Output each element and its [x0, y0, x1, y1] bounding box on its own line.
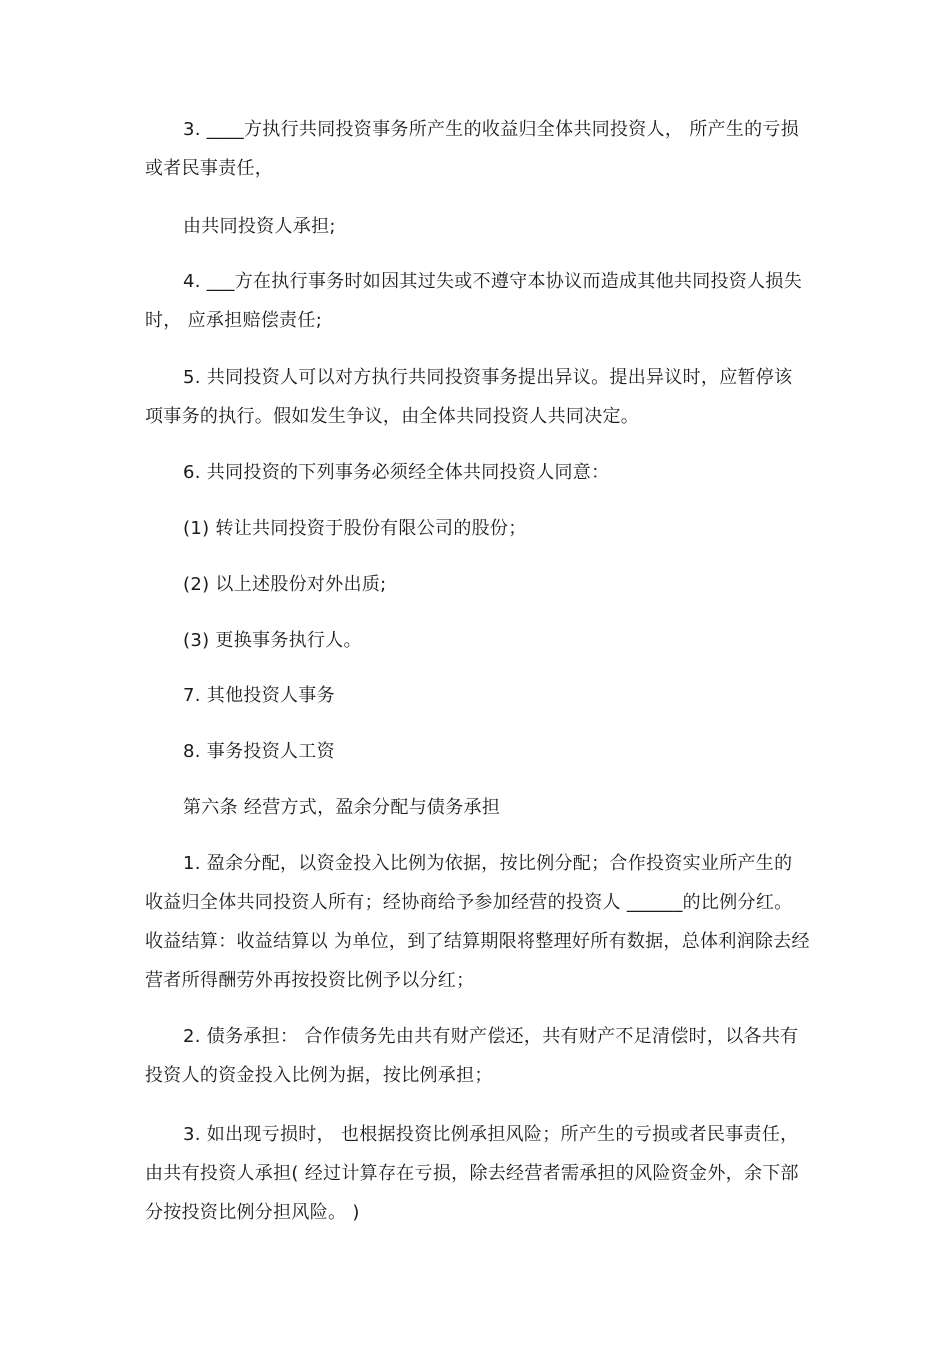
paragraph-2-debt: 2. 债务承担： 合作债务先由共有财产偿还，共有财产不足清偿时，以各共有投资人的资金投入比例为据，按比例承担； [145, 1026, 799, 1086]
list-item-3-replace: (3) 更换事务执行人。 [183, 630, 362, 651]
paragraph-5-objection: 5. 共同投资人可以对方执行共同投资事务提出异议。提出异议时，应暂停该项事务的执行。假如发生争议，由全体共同投资人共同决定。 [145, 367, 793, 427]
paragraph-1-profit-distribution: 1. 盈余分配，以资金投入比例为依据，按比例分配；合作投资实业所产生的收益归全体共同投资人所有；经协商给予参加经营的投资人 ______的比例分红。收益结算：收益结算以 为单位，到了结算期限将整理好所有数据，总体利润除去经营者所得酬劳外再按投资比例予以分红； [145, 853, 810, 991]
paragraph-4-compensation: 4. ___方在执行事务时如因其过失或不遵守本协议而造成其他共同投资人损失时， 应承担赔偿责任; [145, 271, 802, 331]
paragraph-7-other: 7. 其他投资人事务 [183, 685, 335, 706]
paragraph-3-profit: 3. ____方执行共同投资事务所产生的收益归全体共同投资人， 所产生的亏损或者民事责任， [145, 119, 800, 179]
section-heading-article-6: 第六条 经营方式，盈余分配与债务承担 [183, 797, 501, 818]
paragraph-6-consent: 6. 共同投资的下列事务必须经全体共同投资人同意： [183, 462, 610, 483]
list-item-1-transfer: (1) 转让共同投资于股份有限公司的股份； [183, 518, 527, 539]
paragraph-liability-bearer: 由共同投资人承担; [183, 216, 336, 237]
paragraph-8-wages: 8. 事务投资人工资 [183, 741, 335, 762]
paragraph-3-loss: 3. 如出现亏损时， 也根据投资比例承担风险；所产生的亏损或者民事责任， 由共有投资人承担( 经过计算存在亏损，除去经营者需承担的风险资金外，余下部分按投资比例分担风险。 ) [145, 1124, 799, 1223]
list-item-2-pledge: (2) 以上述股份对外出质; [183, 574, 387, 595]
